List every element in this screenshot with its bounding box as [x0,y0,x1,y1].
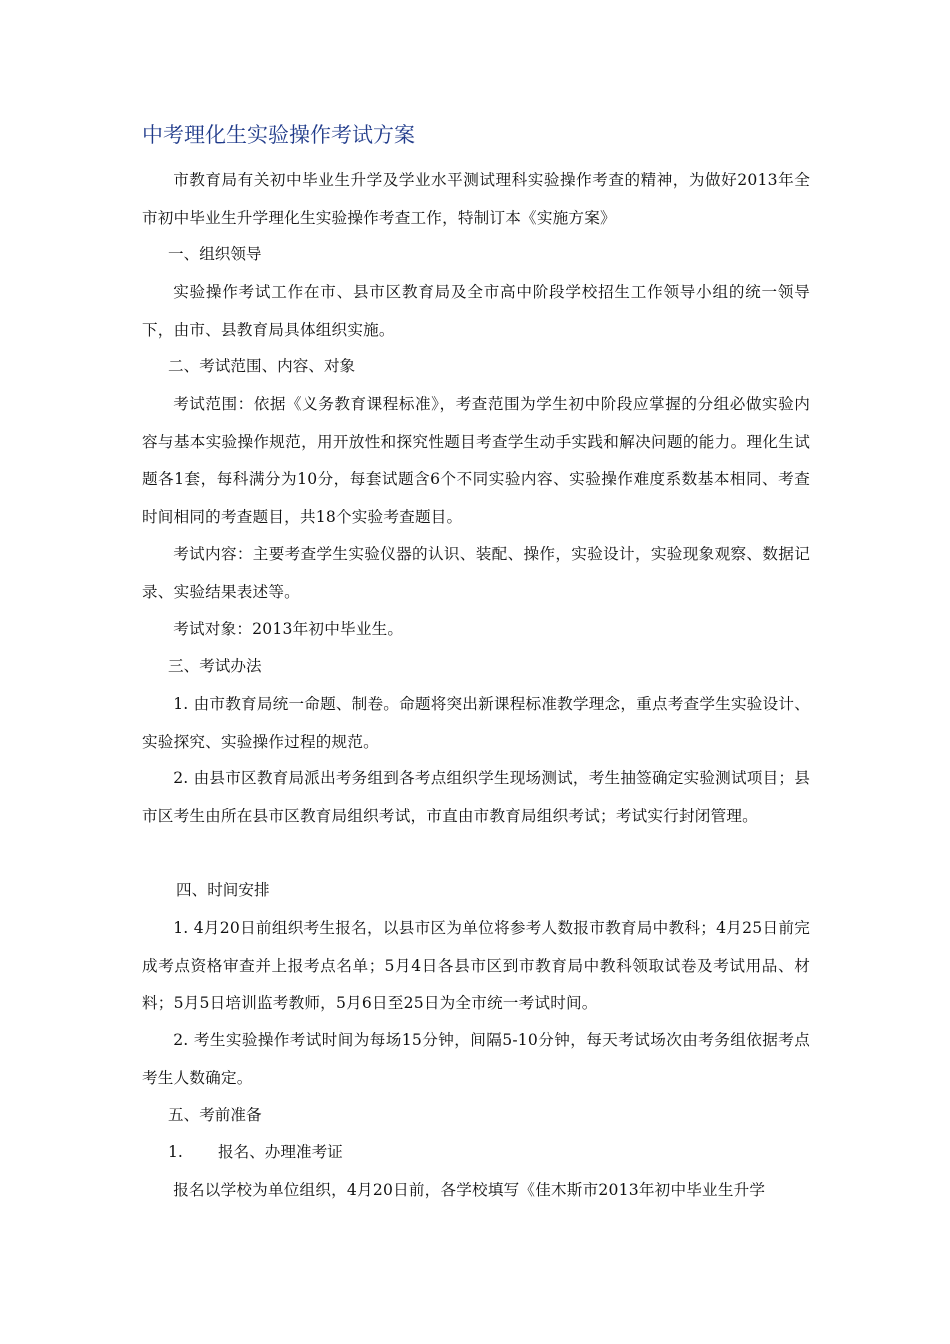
exam-target-paragraph: 考试对象：2013年初中毕业生。 [173,620,404,638]
method-item-2: 2. 由县市区教育局派出考务组到各考点组织学生现场测试，考生抽签确定实验测试项目；县市区考生由所在县市区教育局组织考试，市直由市教育局组织考试；考试实行封闭管理。 [142,769,810,825]
section-heading-schedule: 四、时间安排 [176,881,270,899]
schedule-item-1: 1. 4月20日前组织考生报名，以县市区为单位将参考人数报市教育局中教科；4月25日前完成考点资格审查并上报考点名单；5月4日各县市区到市教育局中教科领取试卷及考试用品、材料；5月5日培训监考教师，5月6日至25日为全市统一考试时间。 [142,919,810,1012]
registration-paragraph: 报名以学校为单位组织，4月20日前，各学校填写《佳木斯市2013年初中毕业生升学 [173,1181,766,1199]
section-heading-organization: 一、组织领导 [168,245,262,263]
document-title: 中考理化生实验操作考试方案 [142,123,415,147]
exam-scope-paragraph: 考试范围：依据《义务教育课程标准》，考查范围为学生初中阶段应掌握的分组必做实验内容与基本实验操作规范，用开放性和探究性题目考查学生动手实践和解决问题的能力。理化生试题各1套，每科满分为10分，每套试题含6个不同实验内容、实验操作难度系数基本相同、考查时间相同的考查题目，共18个实验考查题目。 [142,395,810,526]
section-heading-method: 三、考试办法 [168,657,262,675]
intro-paragraph: 市教育局有关初中毕业生升学及学业水平测试理科实验操作考查的精神，为做好2013年全市初中毕业生升学理化生实验操作考查工作，特制订本《实施方案》 [142,171,810,227]
organization-paragraph: 实验操作考试工作在市、县市区教育局及全市高中阶段学校招生工作领导小组的统一领导下，由市、县教育局具体组织实施。 [142,283,810,339]
method-item-1: 1. 由市教育局统一命题、制卷。命题将突出新课程标准教学理念，重点考查学生实验设计、实验探究、实验操作过程的规范。 [142,695,810,751]
preparation-item-1-title: 报名、办理准考证 [218,1143,343,1161]
section-heading-scope: 二、考试范围、内容、对象 [168,357,356,375]
exam-content-paragraph: 考试内容：主要考查学生实验仪器的认识、装配、操作，实验设计，实验现象观察、数据记录、实验结果表述等。 [142,545,810,601]
schedule-item-2: 2. 考生实验操作考试时间为每场15分钟，间隔5-10分钟，每天考试场次由考务组依据考点考生人数确定。 [142,1031,810,1087]
preparation-item-1-number: 1. [168,1143,183,1161]
section-heading-preparation: 五、考前准备 [168,1106,262,1124]
